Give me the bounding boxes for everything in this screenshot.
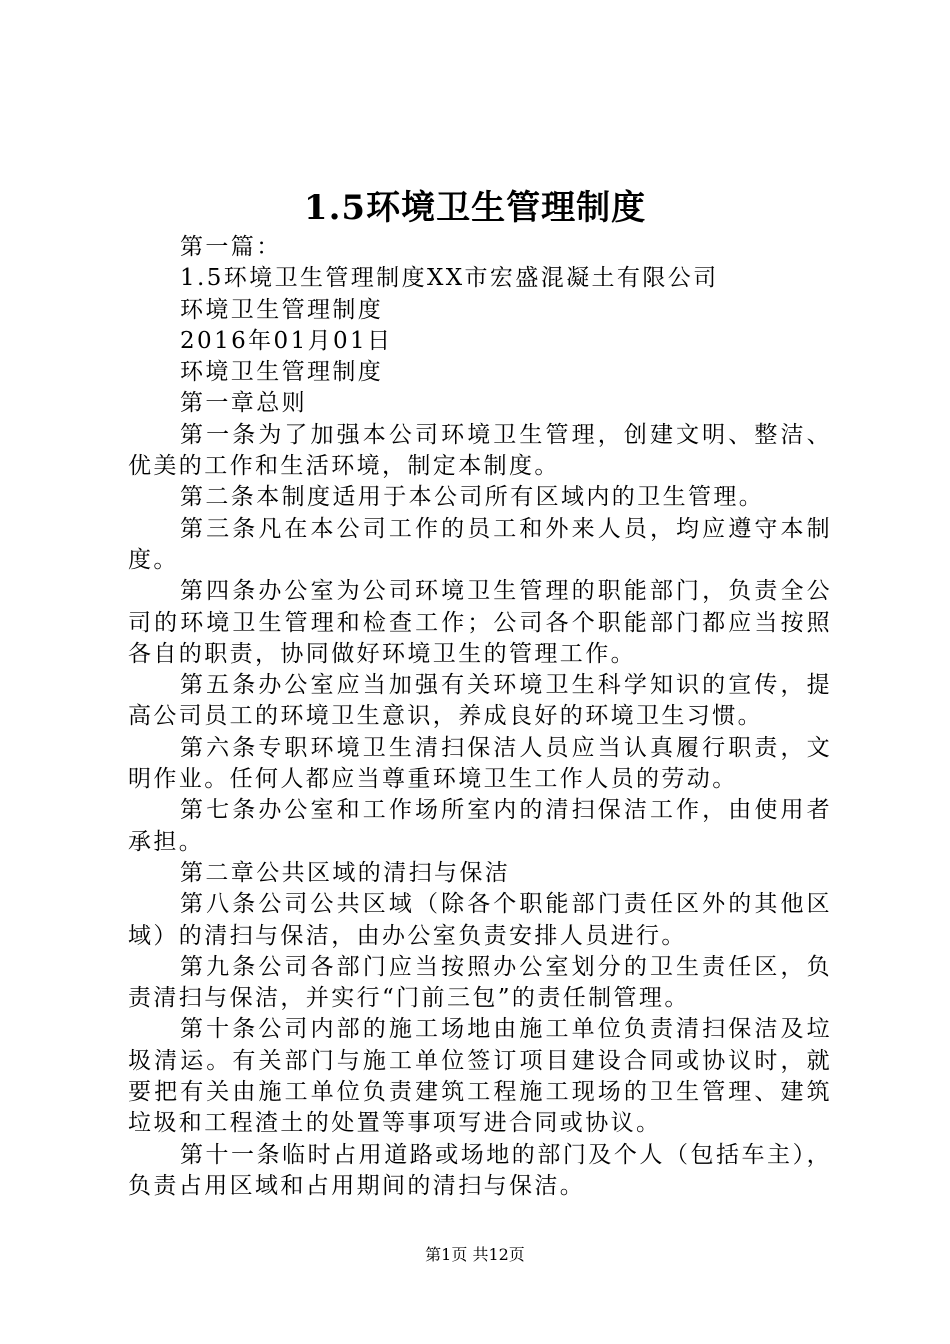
document-title: 1.5环境卫生管理制度	[303, 188, 647, 228]
article-paragraph: 第六条专职环境卫生清扫保洁人员应当认真履行职责，文明作业。任何人都应当尊重环境卫生工作人员的劳动。	[128, 734, 832, 793]
article-paragraph: 第十一条临时占用道路或场地的部门及个人（包括车主），负责占用区域和占用期间的清扫与保洁。	[128, 1141, 832, 1199]
paragraph: 环境卫生管理制度	[180, 296, 384, 323]
article-paragraph: 第二条本制度适用于本公司所有区域内的卫生管理。	[180, 484, 765, 511]
paragraph: 2016年01月01日	[180, 327, 393, 354]
paragraph: 1.5环境卫生管理制度XX市宏盛混凝土有限公司	[180, 265, 719, 292]
paragraph: 环境卫生管理制度	[180, 359, 384, 386]
page-number: 第1页 共12页	[425, 1245, 525, 1264]
paragraph: 第一篇：	[180, 234, 282, 260]
article-paragraph: 第十条公司内部的施工场地由施工单位负责清扫保洁及垃圾清运。有关部门与施工单位签订项目建设合同或协议时，就要把有关由施工单位负责建筑工程施工现场的卫生管理、建筑垃圾和工程渣土的处置等事项写进合同或协议。	[128, 1016, 832, 1137]
article-paragraph: 第九条公司各部门应当按照办公室划分的卫生责任区，负责清扫与保洁，并实行“门前三包”的责任制管理。	[128, 953, 832, 1012]
chapter-heading: 第二章公共区域的清扫与保洁	[180, 859, 511, 886]
article-paragraph: 第四条办公室为公司环境卫生管理的职能部门，负责全公司的环境卫生管理和检查工作；公司各个职能部门都应当按照各自的职责，协同做好环境卫生的管理工作。	[128, 578, 832, 667]
document-body	[128, 232, 832, 1202]
article-paragraph: 第八条公司公共区域（除各个职能部门责任区外的其他区域）的清扫与保洁，由办公室负责安排人员进行。	[128, 891, 832, 949]
article-paragraph: 第七条办公室和工作场所室内的清扫保洁工作，由使用者承担。	[128, 797, 832, 855]
article-paragraph: 第三条凡在本公司工作的员工和外来人员，均应遵守本制度。	[128, 515, 832, 573]
article-paragraph: 第一条为了加强本公司环境卫生管理，创建文明、整洁、优美的工作和生活环境，制定本制度。	[128, 421, 832, 480]
chapter-heading: 第一章总则	[180, 390, 307, 417]
article-paragraph: 第五条办公室应当加强有关环境卫生科学知识的宣传，提高公司员工的环境卫生意识，养成良好的环境卫生习惯。	[128, 672, 832, 730]
